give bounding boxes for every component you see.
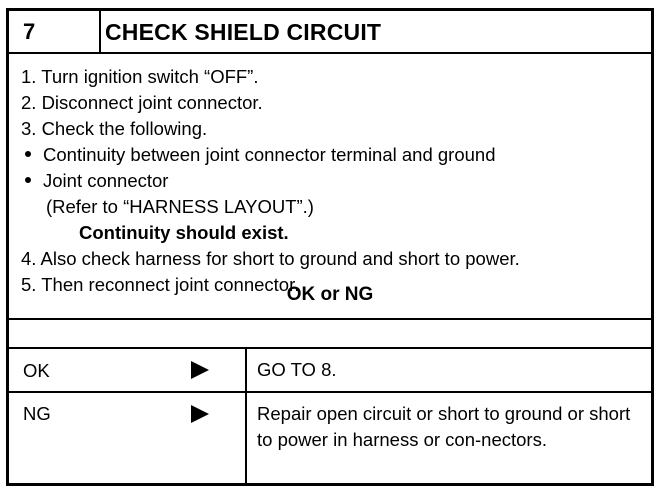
instruction-line-3: 3. Check the following. [21,118,208,139]
bullet-item-continuity [25,144,496,166]
result-label-ok: OK [23,360,50,381]
bullet-item-joint-connector [25,170,168,192]
arrow-right-icon [191,361,209,379]
instruction-line-2: 2. Disconnect joint connector. [21,92,263,113]
bullet-text: Joint connector [43,170,169,191]
result-row-ok [9,347,651,393]
bullet-icon [25,177,31,183]
expected-result: Continuity should exist. [79,222,289,243]
instruction-line-5: 5. Then reconnect joint connector. [21,274,300,295]
column-divider [245,393,247,483]
ok-ng-prompt: OK or NG [286,284,374,305]
result-row-ng [9,393,651,483]
arrow-right-icon [191,405,209,423]
step-header [9,11,651,54]
step-number: 7 [9,11,101,52]
instructions-block [9,54,651,320]
bullet-icon [25,151,31,157]
inspection-step-table [6,8,654,486]
instruction-line-1: 1. Turn ignition switch “OFF”. [21,66,259,87]
result-label-ng: NG [23,403,51,424]
instruction-line-4: 4. Also check harness for short to ground and short to power. [21,248,520,269]
step-title: CHECK SHIELD CIRCUIT [105,19,382,45]
result-action-ok: GO TO 8. [257,359,337,380]
refer-note: (Refer to “HARNESS LAYOUT”.) [46,196,314,217]
column-divider [245,349,247,391]
result-action-ng: Repair open circuit or short to ground or short to power in harness or con-nectors. [257,403,631,450]
bullet-text: Continuity between joint connector terminal and ground [43,144,496,165]
